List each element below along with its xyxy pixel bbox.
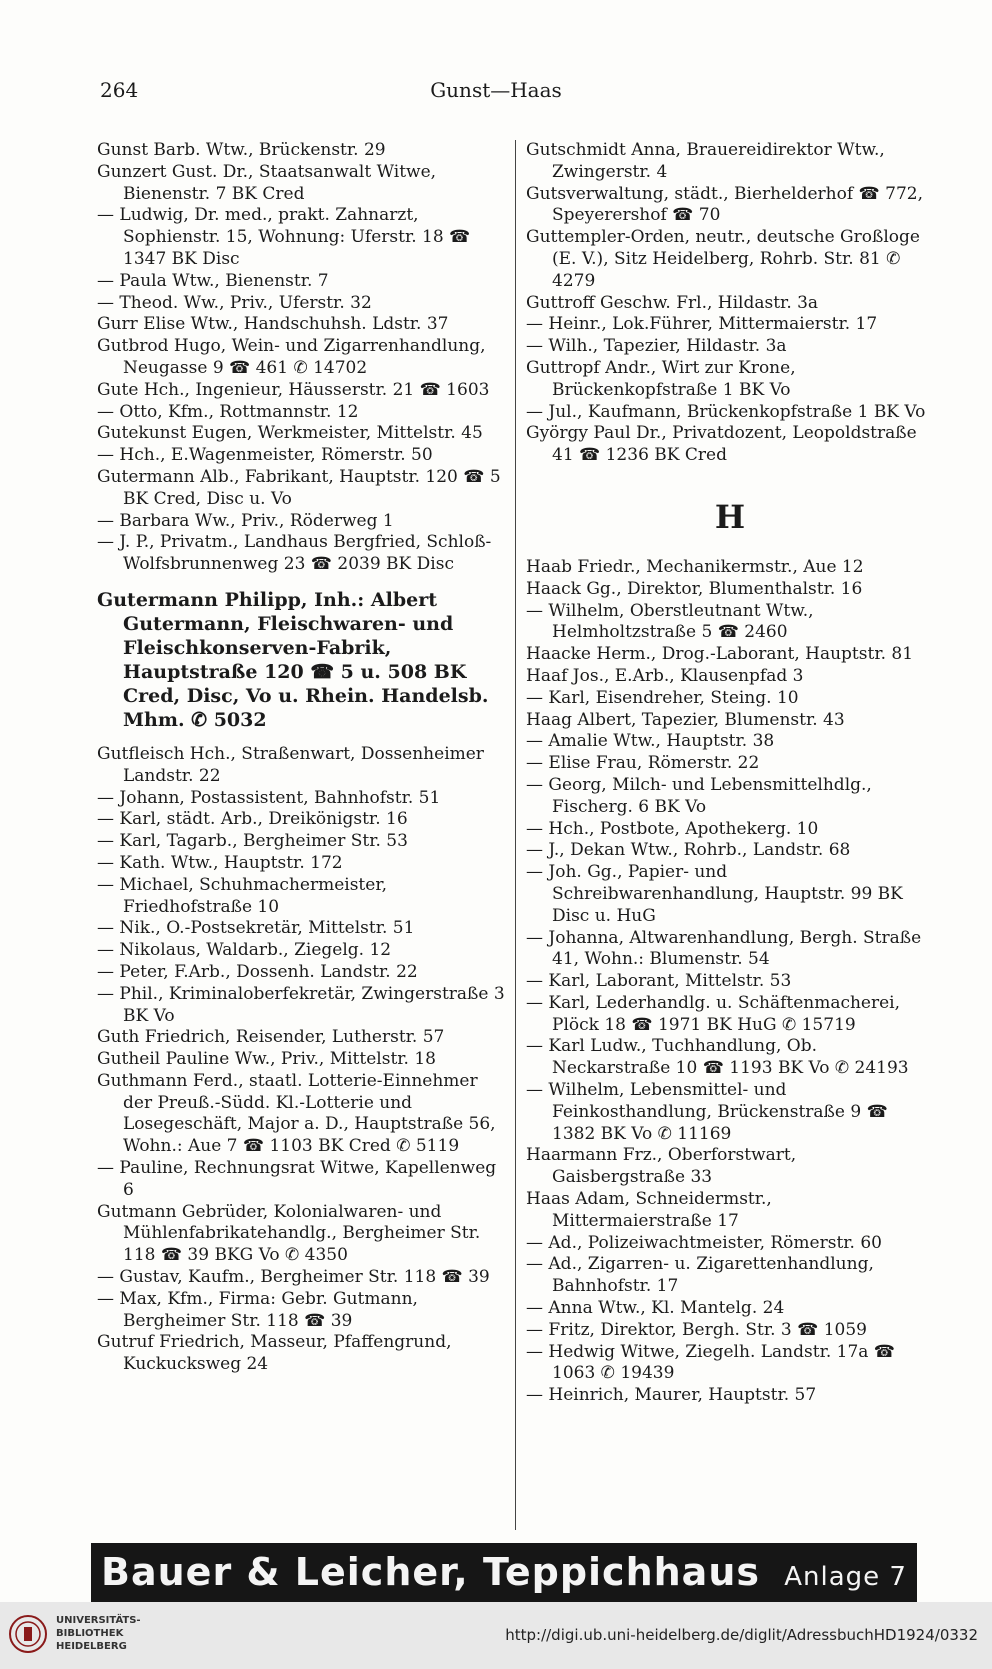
directory-entry: — Nikolaus, Waldarb., Ziegelg. 12 bbox=[97, 940, 392, 961]
directory-entry: — Ludwig, Dr. med., prakt. Zahnarzt, Sophienstr. 15, Wohnung: Uferstr. 18 ☎ 1347 BK Disc bbox=[97, 205, 471, 269]
directory-entry: Gutermann Alb., Fabrikant, Hauptstr. 120 ☎ 5 BK Cred, Disc u. Vo bbox=[97, 466, 501, 509]
column-divider bbox=[515, 140, 516, 1530]
directory-entry: Guthmann Ferd., staatl. Lotterie-Einnehmer der Preuß.-Südd. Kl.-Lotterie und Losegeschäft, Major a. D., Hauptstraße 56, Wohn.: Aue 7 ☎ 1103 BK Cred ✆ 5119 bbox=[97, 1070, 496, 1157]
directory-entry: — Max, Kfm., Firma: Gebr. Gutmann, Bergheimer Str. 118 ☎ 39 bbox=[97, 1288, 418, 1331]
directory-entry: — Karl, Laborant, Mittelstr. 53 bbox=[526, 971, 792, 992]
directory-entry: — Wilh., Tapezier, Hildastr. 3a bbox=[526, 336, 787, 357]
right-entries bbox=[526, 140, 934, 467]
directory-entry: — Anna Wtw., Kl. Mantelg. 24 bbox=[526, 1298, 785, 1319]
directory-entry: Gutruf Friedrich, Masseur, Pfaffengrund, Kuckucksweg 24 bbox=[97, 1332, 452, 1375]
directory-entry: Gurr Elise Wtw., Handschuhsh. Ldstr. 37 bbox=[97, 314, 449, 335]
directory-entry: Haab Friedr., Mechanikermstr., Aue 12 bbox=[526, 556, 864, 577]
directory-entry: Gutheil Pauline Ww., Priv., Mittelstr. 18 bbox=[97, 1049, 436, 1070]
directory-entry: Haaf Jos., E.Arb., Klausenpfad 3 bbox=[526, 665, 804, 686]
ad-sub-text: Anlage 7 bbox=[784, 1562, 907, 1592]
left-entries bbox=[97, 140, 505, 576]
directory-entry: Haarmann Frz., Oberforstwart, Gaisbergstraße 33 bbox=[526, 1145, 797, 1188]
left-column bbox=[97, 140, 505, 1376]
directory-entry: — Amalie Wtw., Hauptstr. 38 bbox=[526, 731, 775, 752]
directory-entry: Guttempler-Orden, neutr., deutsche Großloge (E. V.), Sitz Heidelberg, Rohrb. Str. 81 ✆ 4279 bbox=[526, 227, 920, 291]
directory-entry: — Heinr., Lok.Führer, Mittermaierstr. 17 bbox=[526, 314, 878, 335]
directory-entry: — Wilhelm, Oberstleutnant Wtw., Helmholtzstraße 5 ☎ 2460 bbox=[526, 600, 814, 643]
directory-entry: — Gustav, Kaufm., Bergheimer Str. 118 ☎ 39 bbox=[97, 1267, 490, 1288]
directory-entry: — J., Dekan Wtw., Rohrb., Landstr. 68 bbox=[526, 840, 851, 861]
page-header bbox=[0, 78, 992, 104]
directory-entry: — J. P., Privatm., Landhaus Bergfried, Schloß-Wolfsbrunnenweg 23 ☎ 2039 BK Disc bbox=[97, 532, 492, 575]
directory-entry: — Karl, Eisendreher, Steing. 10 bbox=[526, 687, 799, 708]
directory-entry: — Phil., Kriminaloberfekretär, Zwingerstraße 3 BK Vo bbox=[97, 983, 505, 1026]
directory-entry: Gutfleisch Hch., Straßenwart, Dossenheimer Landstr. 22 bbox=[97, 743, 484, 786]
directory-entry: — Jul., Kaufmann, Brückenkopfstraße 1 BK Vo bbox=[526, 401, 926, 422]
source-url-link[interactable]: http://digi.ub.uni-heidelberg.de/diglit/AdressbuchHD1924/0332 bbox=[505, 1626, 978, 1644]
directory-entry: — Hedwig Witwe, Ziegelh. Landstr. 17a ☎ 1063 ✆ 19439 bbox=[526, 1341, 895, 1384]
directory-entry: Gutsverwaltung, städt., Bierhelderhof ☎ 772, Speyerershof ☎ 70 bbox=[526, 183, 923, 226]
directory-entry: — Heinrich, Maurer, Hauptstr. 57 bbox=[526, 1385, 817, 1406]
directory-entry: — Theod. Ww., Priv., Uferstr. 32 bbox=[97, 292, 372, 313]
page-number: 264 bbox=[100, 78, 139, 102]
directory-entry: — Hch., E.Wagenmeister, Römerstr. 50 bbox=[97, 445, 433, 466]
directory-entry: — Karl Ludw., Tuchhandlung, Ob. Neckarstraße 10 ☎ 1193 BK Vo ✆ 24193 bbox=[526, 1036, 909, 1079]
directory-entry: — Paula Wtw., Bienenstr. 7 bbox=[97, 270, 329, 291]
library-line-3: HEIDELBERG bbox=[56, 1641, 127, 1652]
left-entries-cont bbox=[97, 744, 505, 1376]
ad-main-text: Bauer & Leicher, Teppichhaus bbox=[101, 1550, 760, 1594]
directory-entry: — Otto, Kfm., Rottmannstr. 12 bbox=[97, 401, 359, 422]
directory-entry: — Hch., Postbote, Apothekerg. 10 bbox=[526, 818, 819, 839]
section-letter: H bbox=[714, 497, 746, 536]
running-head: Gunst—Haas bbox=[430, 78, 562, 102]
directory-entry: — Fritz, Direktor, Bergh. Str. 3 ☎ 1059 bbox=[526, 1319, 867, 1340]
directory-entry: Gute Hch., Ingenieur, Häusserstr. 21 ☎ 1603 bbox=[97, 379, 490, 400]
directory-entry: — Nik., O.-Postsekretär, Mittelstr. 51 bbox=[97, 918, 415, 939]
directory-entry: — Kath. Wtw., Hauptstr. 172 bbox=[97, 852, 343, 873]
directory-entry: Guth Friedrich, Reisender, Lutherstr. 57 bbox=[97, 1027, 445, 1048]
bold-entry-gutermann: Gutermann Philipp, Inh.: Albert Gutermann, Fleischwaren- und Fleischkonserven-Fabrik, Hauptstraße 120 ☎ 5 u. 508 BK Cred, Disc, Vo u. Rhein. Handelsb. Mhm. ✆ 5032 bbox=[97, 588, 489, 731]
directory-entry: — Ad., Zigarren- u. Zigarettenhandlung, Bahnhofstr. 17 bbox=[526, 1254, 874, 1297]
directory-entry: — Barbara Ww., Priv., Röderweg 1 bbox=[97, 510, 394, 531]
directory-entry: Gutmann Gebrüder, Kolonialwaren- und Mühlenfabrikatehandlg., Bergheimer Str. 118 ☎ 39 BKG Vo ✆ 4350 bbox=[97, 1201, 481, 1266]
directory-entry: Haag Albert, Tapezier, Blumenstr. 43 bbox=[526, 709, 845, 730]
directory-entry: — Wilhelm, Lebensmittel- und Feinkosthandlung, Brückenstraße 9 ☎ 1382 BK Vo ✆ 11169 bbox=[526, 1080, 888, 1144]
directory-entry: — Ad., Polizeiwachtmeister, Römerstr. 60 bbox=[526, 1232, 882, 1253]
directory-entry: — Pauline, Rechnungsrat Witwe, Kapellenweg 6 bbox=[97, 1158, 497, 1200]
directory-entry: — Karl, städt. Arb., Dreikönigstr. 16 bbox=[97, 809, 408, 830]
directory-entry: Haacke Herm., Drog.-Laborant, Hauptstr. 81 bbox=[526, 644, 914, 665]
university-seal-icon bbox=[8, 1614, 48, 1654]
directory-entry: — Michael, Schuhmachermeister, Friedhofstraße 10 bbox=[97, 874, 387, 917]
directory-entry: — Georg, Milch- und Lebensmittelhdlg., Fischerg. 6 BK Vo bbox=[526, 774, 872, 817]
directory-entry: Guttroff Geschw. Frl., Hildastr. 3a bbox=[526, 292, 819, 313]
right-entries-cont bbox=[526, 557, 934, 1407]
directory-entry: Gunzert Gust. Dr., Staatsanwalt Witwe, Bienenstr. 7 BK Cred bbox=[97, 161, 437, 204]
directory-entry: — Peter, F.Arb., Dossenh. Landstr. 22 bbox=[97, 961, 418, 982]
directory-entry: Guttropf Andr., Wirt zur Krone, Brückenkopfstraße 1 BK Vo bbox=[526, 357, 796, 400]
directory-entry: — Joh. Gg., Papier- und Schreibwarenhandlung, Hauptstr. 99 BK Disc u. HuG bbox=[526, 862, 903, 926]
right-column bbox=[526, 140, 934, 1407]
directory-entry: — Karl, Lederhandlg. u. Schäftenmacherei, Plöck 18 ☎ 1971 BK HuG ✆ 15719 bbox=[526, 992, 901, 1035]
directory-entry: — Johanna, Altwarenhandlung, Bergh. Straße 41, Wohn.: Blumenstr. 54 bbox=[526, 927, 922, 970]
directory-entry: Gutbrod Hugo, Wein- und Zigarrenhandlung, Neugasse 9 ☎ 461 ✆ 14702 bbox=[97, 336, 486, 378]
footer-bar bbox=[0, 1602, 992, 1669]
directory-entry: — Karl, Tagarb., Bergheimer Str. 53 bbox=[97, 831, 408, 852]
directory-entry: Gutekunst Eugen, Werkmeister, Mittelstr. 45 bbox=[97, 423, 483, 444]
directory-entry: — Johann, Postassistent, Bahnhofstr. 51 bbox=[97, 787, 441, 808]
library-name bbox=[56, 1614, 141, 1653]
advertisement-banner bbox=[91, 1543, 917, 1602]
directory-entry: Gunst Barb. Wtw., Brückenstr. 29 bbox=[97, 140, 386, 160]
library-line-1: UNIVERSITÄTS- bbox=[56, 1615, 141, 1626]
library-line-2: BIBLIOTHEK bbox=[56, 1628, 124, 1639]
directory-entry: — Elise Frau, Römerstr. 22 bbox=[526, 753, 760, 774]
directory-entry: Gutschmidt Anna, Brauereidirektor Wtw., Zwingerstr. 4 bbox=[526, 140, 885, 182]
directory-entry: György Paul Dr., Privatdozent, Leopoldstraße 41 ☎ 1236 BK Cred bbox=[526, 423, 917, 466]
directory-entry: Haas Adam, Schneidermstr., Mittermaierstraße 17 bbox=[526, 1189, 772, 1231]
directory-entry: Haack Gg., Direktor, Blumenthalstr. 16 bbox=[526, 578, 863, 599]
